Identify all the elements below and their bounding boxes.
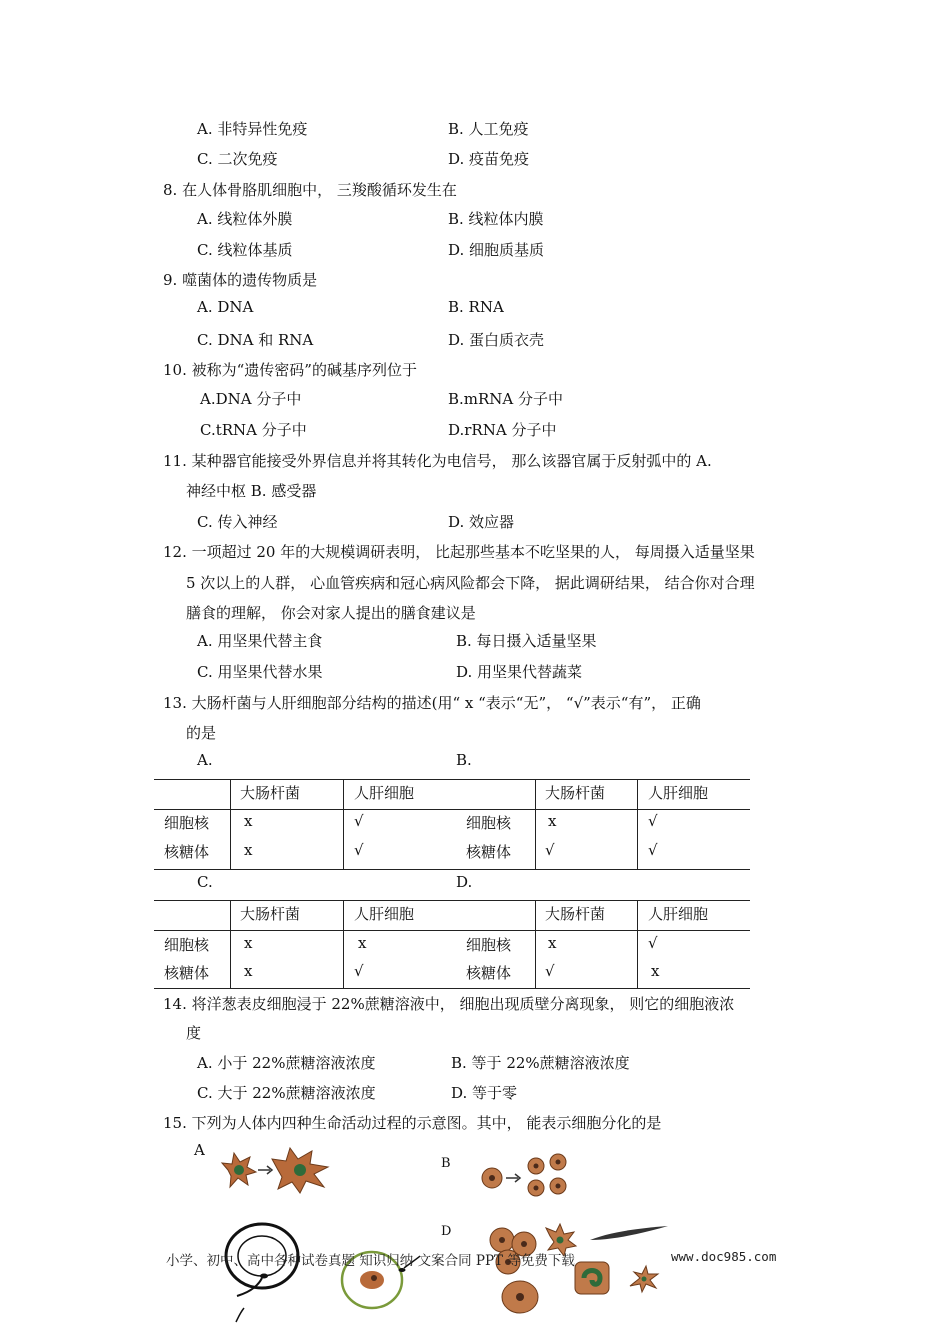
cell-b-ribosome-liver: √ — [648, 841, 658, 859]
header-ecoli: 大肠杆菌 — [240, 784, 301, 802]
row-label-ribosome: 核糖体 — [164, 843, 210, 861]
q7-option-b: B. 人工免疫 — [448, 120, 529, 138]
q13-label-c: C. — [197, 873, 213, 891]
q12-stem-line1: 12. 一项超过 20 年的大规模调研表明， 比起那些基本不吃坚果的人， 每周摄入适量坚果 — [163, 543, 755, 561]
daughter-cells-icon — [528, 1154, 566, 1196]
q12-option-a: A. 用坚果代替主食 — [197, 632, 323, 650]
small-star-cell-icon — [630, 1266, 658, 1292]
table-rule — [154, 900, 750, 901]
q12-stem-line3: 膳食的理解， 你会对家人提出的膳食建议是 — [186, 604, 476, 622]
q14-option-d: D. 等于零 — [451, 1084, 518, 1102]
table-rule — [154, 809, 750, 810]
figure-a-cell-growth — [220, 1145, 335, 1195]
table-divider — [535, 779, 536, 869]
cell-c-nucleus-ecoli: x — [244, 934, 253, 952]
row-label-nucleus: 细胞核 — [164, 814, 210, 832]
q15-label-d: D — [441, 1224, 452, 1239]
table-rule — [154, 988, 750, 989]
q8-option-b: B. 线粒体内膜 — [448, 210, 544, 228]
figure-b-cell-division — [478, 1150, 573, 1200]
q10-option-a: A.DNA 分子中 — [200, 390, 302, 408]
q13-stem-line1: 13. 大肠杆菌与人肝细胞部分结构的描述(用“ x “表示“无”， “√”表示“有”， 正确 — [163, 694, 701, 712]
q10-option-b: B.mRNA 分子中 — [448, 390, 564, 408]
q9-stem: 9. 噬菌体的遗传物质是 — [163, 271, 318, 289]
q9-option-c: C. DNA 和 RNA — [197, 331, 314, 349]
q11-option-c: C. 传入神经 — [197, 513, 278, 531]
square-cell-icon — [575, 1262, 609, 1294]
table-divider — [230, 900, 231, 988]
q11-stem-line1: 11. 某种器官能接受外界信息并将其转化为电信号， 那么该器官属于反射弧中的 A. — [163, 452, 712, 470]
q15-stem: 15. 下列为人体内四种生命活动过程的示意图。其中， 能表示细胞分化的是 — [163, 1114, 662, 1132]
table-divider — [535, 900, 536, 988]
table-divider — [637, 779, 638, 869]
table-divider — [637, 900, 638, 988]
header-liver: 人肝细胞 — [354, 784, 415, 802]
q8-option-c: C. 线粒体基质 — [197, 241, 293, 259]
blob-cell-icon — [502, 1281, 538, 1313]
cell-b-ribosome-ecoli: √ — [545, 841, 555, 859]
q13-label-a: A. — [197, 751, 213, 769]
row-label-nucleus: 细胞核 — [466, 936, 512, 954]
cell-a-nucleus-liver: √ — [354, 812, 364, 830]
cell-a-ribosome-liver: √ — [354, 841, 364, 859]
header-ecoli: 大肠杆菌 — [240, 905, 301, 923]
table-rule — [154, 869, 750, 870]
q12-option-d: D. 用坚果代替蔬菜 — [456, 663, 583, 681]
q14-stem-line1: 14. 将洋葱表皮细胞浸于 22%蔗糖溶液中， 细胞出现质壁分离现象， 则它的细胞液浓 — [163, 995, 735, 1013]
cell-a-nucleus-ecoli: x — [244, 812, 253, 830]
cell-c-ribosome-ecoli: x — [244, 962, 253, 980]
cell-small-icon — [222, 1153, 256, 1187]
header-ecoli: 大肠杆菌 — [545, 905, 606, 923]
header-liver: 人肝细胞 — [354, 905, 415, 923]
q8-option-a: A. 线粒体外膜 — [197, 210, 293, 228]
table-rule — [154, 930, 750, 931]
q13-stem-line2: 的是 — [186, 724, 217, 742]
cell-d-ribosome-ecoli: √ — [545, 962, 555, 980]
cell-d-nucleus-liver: √ — [648, 934, 658, 952]
table-rule — [154, 779, 750, 780]
cell-b-nucleus-ecoli: x — [548, 812, 557, 830]
row-label-ribosome: 核糖体 — [466, 964, 512, 982]
q8-stem: 8. 在人体骨胳肌细胞中， 三羧酸循环发生在 — [163, 181, 457, 199]
table-divider — [230, 779, 231, 869]
q14-option-a: A. 小于 22%蔗糖溶液浓度 — [197, 1054, 376, 1072]
q10-option-d: D.rRNA 分子中 — [448, 421, 557, 439]
q12-stem-line2: 5 次以上的人群， 心血管疾病和冠心病风险都会下降， 据此调研结果， 结合你对合理 — [186, 574, 755, 592]
figure-c-fertilization — [222, 1218, 422, 1328]
muscle-cell-icon — [590, 1226, 668, 1240]
q11-stem-line2: 神经中枢 B. 感受器 — [186, 482, 317, 500]
q14-stem-line2: 度 — [186, 1024, 202, 1042]
cell-c-nucleus-liver: x — [358, 934, 367, 952]
cell-d-ribosome-liver: x — [651, 962, 660, 980]
figure-d-differentiation — [480, 1222, 670, 1322]
q15-label-a: A — [194, 1141, 205, 1159]
q15-label-b: B — [441, 1156, 451, 1171]
q7-option-a: A. 非特异性免疫 — [197, 120, 308, 138]
q14-option-b: B. 等于 22%蔗糖溶液浓度 — [451, 1054, 630, 1072]
q14-option-c: C. 大于 22%蔗糖溶液浓度 — [197, 1084, 376, 1102]
header-liver: 人肝细胞 — [648, 905, 709, 923]
cell-d-nucleus-ecoli: x — [548, 934, 557, 952]
q7-option-c: C. 二次免疫 — [197, 150, 278, 168]
table-divider — [343, 900, 344, 988]
header-ecoli: 大肠杆菌 — [545, 784, 606, 802]
header-liver: 人肝细胞 — [648, 784, 709, 802]
cell-c-ribosome-liver: √ — [354, 962, 364, 980]
cell-a-ribosome-ecoli: x — [244, 841, 253, 859]
row-label-ribosome: 核糖体 — [164, 964, 210, 982]
row-label-nucleus: 细胞核 — [164, 936, 210, 954]
q9-option-a: A. DNA — [197, 298, 254, 316]
q9-option-d: D. 蛋白质衣壳 — [448, 331, 545, 349]
q13-label-b: B. — [456, 751, 472, 769]
cell-b-nucleus-liver: √ — [648, 812, 658, 830]
q9-option-b: B. RNA — [448, 298, 504, 316]
footer-text: 小学、初中、高中各种试卷真题 知识归纳 文案合同 PPT 等免费下载 — [166, 1253, 575, 1269]
q11-option-d: D. 效应器 — [448, 513, 515, 531]
q13-label-d: D. — [456, 873, 473, 891]
table-divider — [343, 779, 344, 869]
row-label-nucleus: 细胞核 — [466, 814, 512, 832]
q7-option-d: D. 疫苗免疫 — [448, 150, 530, 168]
q10-option-c: C.tRNA 分子中 — [200, 421, 307, 439]
q12-option-b: B. 每日摄入适量坚果 — [456, 632, 597, 650]
q10-stem: 10. 被称为“遗传密码”的碱基序列位于 — [163, 361, 417, 379]
row-label-ribosome: 核糖体 — [466, 843, 512, 861]
q12-option-c: C. 用坚果代替水果 — [197, 663, 323, 681]
q8-option-d: D. 细胞质基质 — [448, 241, 545, 259]
footer-site[interactable]: www.doc985.com — [671, 1249, 777, 1264]
cell-large-icon — [272, 1148, 328, 1193]
